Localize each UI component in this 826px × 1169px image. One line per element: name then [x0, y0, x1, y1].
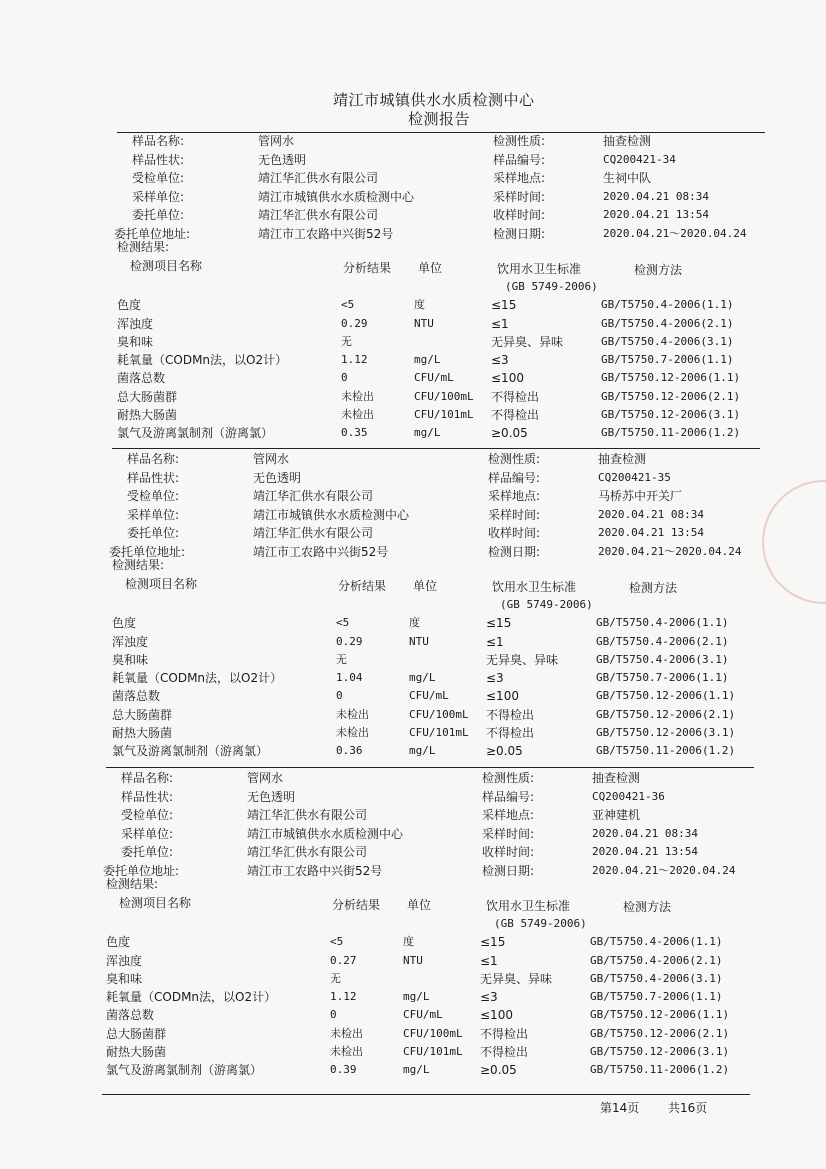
- row-item: 总大肠菌群: [117, 390, 178, 404]
- field-value-sampling-unit: 靖江市城镇供水水质检测中心: [258, 189, 415, 204]
- row-standard: 不得检出: [486, 726, 535, 740]
- row-item: 臭和味: [117, 335, 154, 349]
- field-value-client-address: 靖江市工农路中兴街52号: [247, 863, 383, 878]
- col-header-unit: 单位: [407, 898, 432, 912]
- row-method: GB/T5750.4-2006(3.1): [590, 972, 723, 985]
- field-label-receiving-time: 收样时间:: [482, 845, 535, 859]
- row-item: 氯气及游离氯制剂（游离氯）: [106, 1063, 263, 1077]
- field-label-test-date: 检测日期:: [482, 863, 535, 878]
- row-method: GB/T5750.12-2006(3.1): [596, 726, 736, 739]
- col-header-unit: 单位: [418, 261, 443, 275]
- field-label-test-date: 检测日期:: [488, 544, 541, 559]
- field-value-client-unit: 靖江华汇供水有限公司: [247, 845, 368, 859]
- row-item: 浑浊度: [117, 317, 154, 331]
- row-standard: ≤3: [480, 990, 498, 1004]
- field-label-sample-name: 样品名称:: [132, 134, 185, 148]
- row-standard: 不得检出: [486, 708, 535, 722]
- org-title: 靖江市城镇供水水质检测中心: [333, 91, 535, 109]
- row-unit: mg/L: [403, 990, 430, 1003]
- row-item: 总大肠菌群: [106, 1027, 167, 1041]
- col-header-standard-code: (GB 5749-2006): [505, 280, 598, 293]
- row-item: 耐热大肠菌: [106, 1045, 167, 1059]
- field-label-sampling-site: 采样地点:: [493, 171, 546, 185]
- row-result: 0.27: [330, 954, 357, 967]
- row-method: GB/T5750.12-2006(2.1): [590, 1027, 730, 1040]
- field-value-client-address: 靖江市工农路中兴街52号: [253, 544, 389, 559]
- row-method: GB/T5750.12-2006(1.1): [590, 1008, 730, 1021]
- row-result: 未检出: [341, 390, 374, 403]
- field-value-test-nature: 抽查检测: [592, 771, 641, 785]
- row-result: 0.29: [336, 635, 363, 648]
- row-unit: 度: [414, 298, 425, 311]
- col-header-unit: 单位: [413, 579, 438, 593]
- row-result: <5: [330, 935, 344, 948]
- field-label-receiving-time: 收样时间:: [488, 526, 541, 540]
- field-label-sampling-unit: 采样单位:: [121, 826, 174, 841]
- field-label-sampling-time: 采样时间:: [482, 826, 535, 841]
- row-result: 无: [336, 653, 347, 666]
- field-label-sample-name: 样品名称:: [121, 771, 174, 785]
- row-unit: NTU: [414, 317, 434, 330]
- row-result: 0: [336, 689, 343, 702]
- row-unit: 度: [409, 616, 420, 629]
- row-standard: 无异臭、异味: [491, 335, 564, 349]
- field-label-test-nature: 检测性质:: [488, 452, 541, 466]
- row-item: 臭和味: [112, 653, 149, 667]
- row-standard: ≤3: [491, 353, 509, 367]
- row-standard: ≤100: [480, 1008, 513, 1022]
- field-value-receiving-time: 2020.04.21 13:54: [592, 845, 698, 858]
- row-method: GB/T5750.4-2006(3.1): [596, 653, 729, 666]
- field-label-client-address: 委托单位地址:: [114, 226, 191, 241]
- row-item: 色度: [106, 935, 131, 949]
- row-item: 氯气及游离氯制剂（游离氯）: [112, 744, 269, 758]
- row-result: 1.12: [341, 353, 368, 366]
- col-header-standard: 饮用水卫生标准: [492, 580, 577, 594]
- field-value-inspected-unit: 靖江华汇供水有限公司: [247, 808, 368, 822]
- field-label-test-nature: 检测性质:: [482, 771, 535, 785]
- row-standard: ≤1: [491, 317, 509, 331]
- field-value-inspected-unit: 靖江华汇供水有限公司: [253, 489, 374, 503]
- row-item: 耐热大肠菌: [117, 408, 178, 422]
- field-value-sample-name: 管网水: [258, 134, 295, 148]
- page-number: 第14页: [600, 1101, 640, 1115]
- row-standard: 不得检出: [480, 1027, 529, 1041]
- row-standard: ≤15: [486, 616, 512, 630]
- row-standard: ≥0.05: [480, 1063, 517, 1077]
- field-label-sampling-time: 采样时间:: [488, 507, 541, 522]
- row-item: 耐热大肠菌: [112, 726, 173, 740]
- row-standard: ≤100: [491, 371, 524, 385]
- field-label-sampling-time: 采样时间:: [493, 189, 546, 204]
- row-unit: mg/L: [414, 353, 441, 366]
- field-value-test-date: 2020.04.21～2020.04.24: [592, 863, 736, 877]
- field-value-sampling-site: 生祠中队: [603, 171, 652, 185]
- row-result: 未检出: [330, 1045, 363, 1058]
- row-standard: ≤100: [486, 689, 519, 703]
- field-label-client-unit: 委托单位:: [121, 845, 174, 859]
- row-standard: 无异臭、异味: [486, 653, 559, 667]
- row-result: 0.36: [336, 744, 363, 757]
- row-result: 1.04: [336, 671, 363, 684]
- results-label: 检测结果:: [112, 558, 165, 572]
- top-rule: [117, 132, 765, 133]
- results-label: 检测结果:: [117, 240, 170, 254]
- row-unit: NTU: [409, 635, 429, 648]
- row-unit: mg/L: [414, 426, 441, 439]
- field-label-client-unit: 委托单位:: [127, 526, 180, 540]
- field-value-client-address: 靖江市工农路中兴街52号: [258, 226, 394, 241]
- row-unit: CFU/100mL: [409, 708, 469, 721]
- field-value-inspected-unit: 靖江华汇供水有限公司: [258, 171, 379, 185]
- row-unit: CFU/101mL: [403, 1045, 463, 1058]
- field-value-receiving-time: 2020.04.21 13:54: [598, 526, 704, 539]
- row-result: 0: [341, 371, 348, 384]
- row-standard: 不得检出: [491, 408, 540, 422]
- col-header-method: 检测方法: [629, 581, 678, 595]
- row-item: 耗氧量（CODMn法，以O2计）: [117, 353, 288, 367]
- field-label-test-nature: 检测性质:: [493, 134, 546, 148]
- field-value-sample-no: CQ200421-34: [603, 152, 676, 166]
- row-method: GB/T5750.12-2006(2.1): [601, 390, 741, 403]
- row-method: GB/T5750.4-2006(2.1): [596, 635, 729, 648]
- row-unit: 度: [403, 935, 414, 948]
- row-method: GB/T5750.4-2006(1.1): [596, 616, 729, 629]
- row-method: GB/T5750.7-2006(1.1): [596, 671, 729, 684]
- row-standard: ≥0.05: [486, 744, 523, 758]
- row-method: GB/T5750.12-2006(1.1): [596, 689, 736, 702]
- row-result: <5: [341, 298, 355, 311]
- field-label-client-address: 委托单位地址:: [103, 863, 180, 878]
- field-value-sampling-time: 2020.04.21 08:34: [592, 826, 698, 840]
- row-result: 0: [330, 1008, 337, 1021]
- field-label-sample-nature: 样品性状:: [127, 470, 180, 485]
- row-method: GB/T5750.4-2006(3.1): [601, 335, 734, 348]
- row-item: 浑浊度: [106, 954, 143, 968]
- row-standard: 不得检出: [480, 1045, 529, 1059]
- row-method: GB/T5750.4-2006(2.1): [590, 954, 723, 967]
- section-rule: [106, 767, 754, 768]
- row-method: GB/T5750.7-2006(1.1): [601, 353, 734, 366]
- row-unit: mg/L: [409, 671, 436, 684]
- row-result: 未检出: [330, 1027, 363, 1040]
- field-value-sampling-site: 马桥苏中开关厂: [598, 489, 683, 503]
- field-label-sample-no: 样品编号:: [488, 470, 541, 485]
- row-unit: CFU/mL: [409, 689, 449, 702]
- field-value-test-nature: 抽查检测: [598, 452, 647, 466]
- row-item: 色度: [112, 616, 137, 630]
- field-value-client-unit: 靖江华汇供水有限公司: [253, 526, 374, 540]
- row-result: 未检出: [336, 726, 369, 739]
- row-item: 菌落总数: [112, 689, 161, 703]
- row-item: 色度: [117, 298, 142, 312]
- row-method: GB/T5750.4-2006(1.1): [590, 935, 723, 948]
- field-value-sampling-time: 2020.04.21 08:34: [598, 507, 704, 521]
- row-item: 氯气及游离氯制剂（游离氯）: [117, 426, 274, 440]
- section-rule: [112, 448, 760, 449]
- row-result: <5: [336, 616, 350, 629]
- field-label-sampling-site: 采样地点:: [488, 489, 541, 503]
- field-label-sampling-unit: 采样单位:: [132, 189, 185, 204]
- field-value-sample-name: 管网水: [247, 771, 284, 785]
- row-item: 耗氧量（CODMn法，以O2计）: [106, 990, 277, 1004]
- row-unit: CFU/mL: [403, 1008, 443, 1021]
- field-value-test-nature: 抽查检测: [603, 134, 652, 148]
- row-item: 总大肠菌群: [112, 708, 173, 722]
- field-label-sample-nature: 样品性状:: [121, 789, 174, 804]
- field-value-sampling-unit: 靖江市城镇供水水质检测中心: [247, 826, 404, 841]
- row-standard: ≤3: [486, 671, 504, 685]
- row-method: GB/T5750.11-2006(1.2): [596, 744, 736, 757]
- col-header-item: 检测项目名称: [130, 259, 203, 273]
- field-value-sample-no: CQ200421-35: [598, 470, 671, 484]
- field-value-sample-nature: 无色透明: [258, 152, 307, 167]
- row-standard: ≥0.05: [491, 426, 528, 440]
- field-label-test-date: 检测日期:: [493, 226, 546, 241]
- row-item: 菌落总数: [117, 371, 166, 385]
- field-value-sample-nature: 无色透明: [253, 470, 302, 485]
- row-item: 浑浊度: [112, 635, 149, 649]
- row-method: GB/T5750.12-2006(3.1): [601, 408, 741, 421]
- field-label-client-unit: 委托单位:: [132, 208, 185, 222]
- col-header-method: 检测方法: [634, 263, 683, 277]
- row-method: GB/T5750.11-2006(1.2): [590, 1063, 730, 1076]
- field-label-sample-no: 样品编号:: [482, 789, 535, 804]
- field-label-receiving-time: 收样时间:: [493, 208, 546, 222]
- row-item: 菌落总数: [106, 1008, 155, 1022]
- col-header-standard: 饮用水卫生标准: [497, 262, 582, 276]
- row-method: GB/T5750.12-2006(1.1): [601, 371, 741, 384]
- field-label-inspected-unit: 受检单位:: [127, 489, 180, 503]
- col-header-result: 分析结果: [338, 579, 387, 593]
- field-label-inspected-unit: 受检单位:: [121, 808, 174, 822]
- col-header-item: 检测项目名称: [125, 577, 198, 591]
- row-method: GB/T5750.12-2006(2.1): [596, 708, 736, 721]
- field-value-sampling-site: 亚神建机: [592, 808, 641, 822]
- row-method: GB/T5750.4-2006(2.1): [601, 317, 734, 330]
- col-header-standard-code: (GB 5749-2006): [494, 917, 587, 930]
- col-header-standard: 饮用水卫生标准: [486, 899, 571, 913]
- row-method: GB/T5750.4-2006(1.1): [601, 298, 734, 311]
- row-unit: CFU/101mL: [414, 408, 474, 421]
- row-result: 0.39: [330, 1063, 357, 1076]
- row-result: 1.12: [330, 990, 357, 1003]
- row-result: 未检出: [341, 408, 374, 421]
- row-standard: ≤1: [480, 954, 498, 968]
- row-unit: CFU/100mL: [403, 1027, 463, 1040]
- row-result: 0.29: [341, 317, 368, 330]
- row-standard: ≤15: [480, 935, 506, 949]
- field-label-sample-name: 样品名称:: [127, 452, 180, 466]
- col-header-item: 检测项目名称: [119, 896, 192, 910]
- field-label-client-address: 委托单位地址:: [109, 544, 186, 559]
- row-result: 无: [330, 972, 341, 985]
- field-value-sampling-time: 2020.04.21 08:34: [603, 189, 709, 203]
- col-header-result: 分析结果: [343, 261, 392, 275]
- results-label: 检测结果:: [106, 877, 159, 891]
- field-value-sample-no: CQ200421-36: [592, 789, 665, 803]
- col-header-result: 分析结果: [332, 898, 381, 912]
- row-standard: 无异臭、异味: [480, 972, 553, 986]
- row-method: GB/T5750.12-2006(3.1): [590, 1045, 730, 1058]
- field-label-sampling-unit: 采样单位:: [127, 507, 180, 522]
- field-value-receiving-time: 2020.04.21 13:54: [603, 208, 709, 221]
- row-unit: NTU: [403, 954, 423, 967]
- row-result: 0.35: [341, 426, 368, 439]
- row-standard: ≤1: [486, 635, 504, 649]
- page-total: 共16页: [668, 1101, 708, 1115]
- field-value-test-date: 2020.04.21～2020.04.24: [603, 226, 747, 240]
- field-value-sampling-unit: 靖江市城镇供水水质检测中心: [253, 507, 410, 522]
- field-label-inspected-unit: 受检单位:: [132, 171, 185, 185]
- field-label-sample-no: 样品编号:: [493, 152, 546, 167]
- col-header-method: 检测方法: [623, 900, 672, 914]
- row-unit: CFU/100mL: [414, 390, 474, 403]
- field-value-sample-name: 管网水: [253, 452, 290, 466]
- row-result: 未检出: [336, 708, 369, 721]
- row-item: 臭和味: [106, 972, 143, 986]
- row-result: 无: [341, 335, 352, 348]
- row-item: 耗氧量（CODMn法，以O2计）: [112, 671, 283, 685]
- row-standard: 不得检出: [491, 390, 540, 404]
- row-method: GB/T5750.7-2006(1.1): [590, 990, 723, 1003]
- row-unit: mg/L: [403, 1063, 430, 1076]
- row-unit: mg/L: [409, 744, 436, 757]
- row-method: GB/T5750.11-2006(1.2): [601, 426, 741, 439]
- field-value-client-unit: 靖江华汇供水有限公司: [258, 208, 379, 222]
- field-label-sampling-site: 采样地点:: [482, 808, 535, 822]
- report-title: 检测报告: [408, 110, 471, 128]
- col-header-standard-code: (GB 5749-2006): [500, 598, 593, 611]
- field-value-test-date: 2020.04.21～2020.04.24: [598, 544, 742, 558]
- row-standard: ≤15: [491, 298, 517, 312]
- row-unit: CFU/mL: [414, 371, 454, 384]
- bottom-rule: [102, 1094, 750, 1095]
- row-unit: CFU/101mL: [409, 726, 469, 739]
- field-label-sample-nature: 样品性状:: [132, 152, 185, 167]
- field-value-sample-nature: 无色透明: [247, 789, 296, 804]
- seal-stamp-edge: [762, 480, 826, 604]
